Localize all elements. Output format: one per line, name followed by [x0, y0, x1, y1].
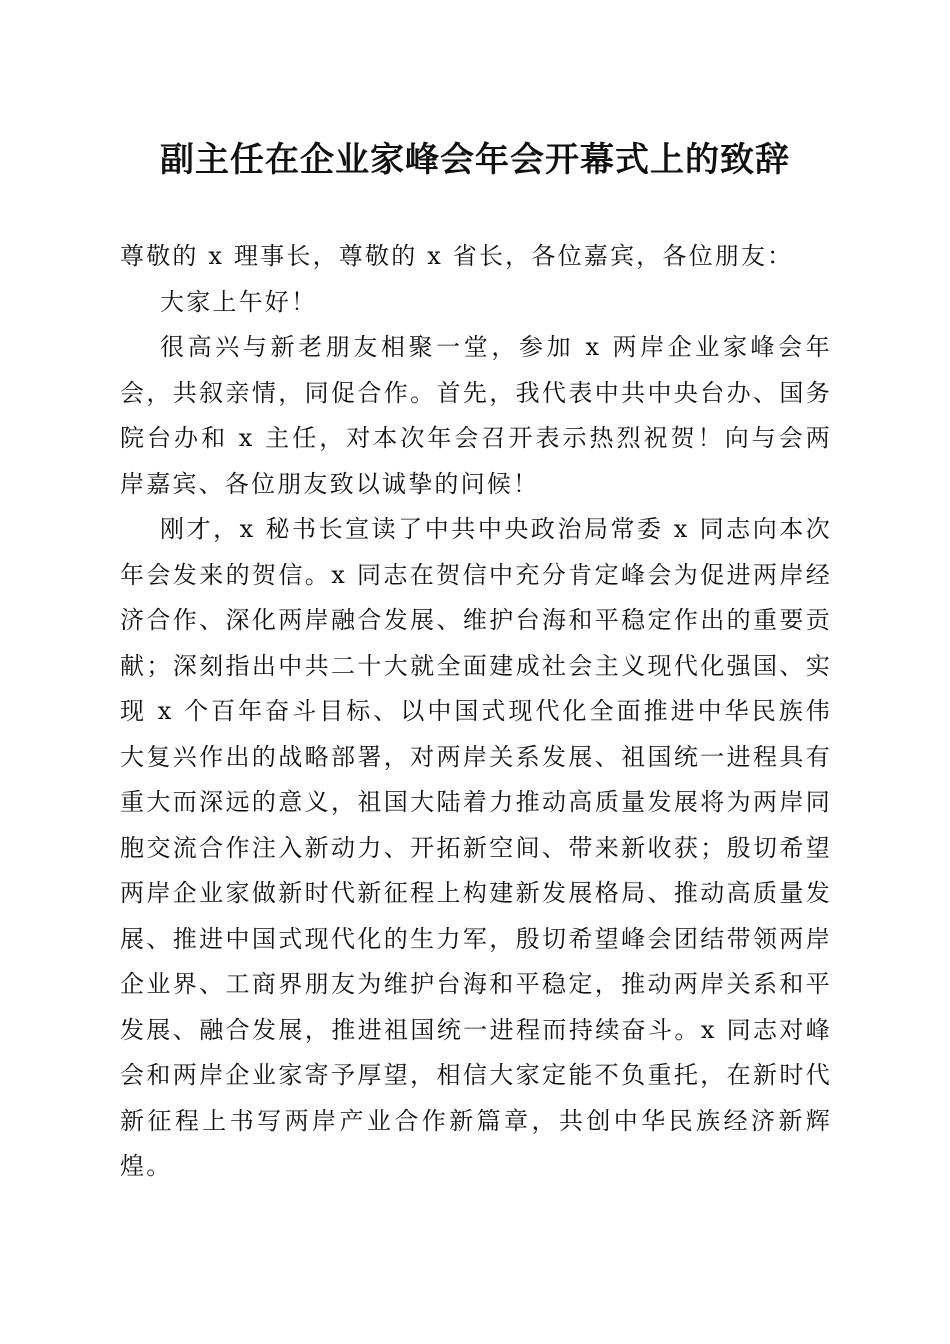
document-title: 副主任在企业家峰会年会开幕式上的致辞 [160, 140, 790, 180]
greeting-paragraph: 大家上午好！ [160, 287, 318, 316]
opening-paragraph: 很高兴与新老朋友相聚一堂，参加 x 两岸企业家峰会年会，共叙亲情，同促合作。首先，我代表中共中央台办、国务院台办和 x 主任，对本次年会召开表示热烈祝贺！向与会两岸嘉宾、各位朋友致以诚挚的问候！ [120, 333, 832, 498]
salutation-line: 尊敬的 x 理事长，尊敬的 x 省长，各位嘉宾，各位朋友： [120, 242, 794, 270]
document-body [120, 234, 832, 1190]
congratulatory-letter-paragraph: 刚才，x 秘书长宣读了中共中央政治局常委 x 同志向本次年会发来的贺信。x 同志在贺信中充分肯定峰会为促进两岸经济合作、深化两岸融合发展、维护台海和平稳定作出的重要贡献；深刻指出中共二十大就全面建成社会主义现代化强国、实现 x 个百年奋斗目标、以中国式现代化全面推进中华民族伟大复兴作出的战略部署，对两岸关系发展、祖国统一进程具有重大而深远的意义，祖国大陆着力推动高质量发展将为两岸同胞交流合作注入新动力、开拓新空间、带来新收获；殷切希望两岸企业家做新时代新征程上构建新发展格局、推动高质量发展、推进中国式现代化的生力军，殷切希望峰会团结带领两岸企业界、工商界朋友为维护台海和平稳定，推动两岸关系和平发展、融合发展，推进祖国统一进程而持续奋斗。x 同志对峰会和两岸企业家寄予厚望，相信大家定能不负重托，在新时代新征程上书写两岸产业合作新篇章，共创中华民族经济新辉煌。 [120, 515, 832, 1180]
